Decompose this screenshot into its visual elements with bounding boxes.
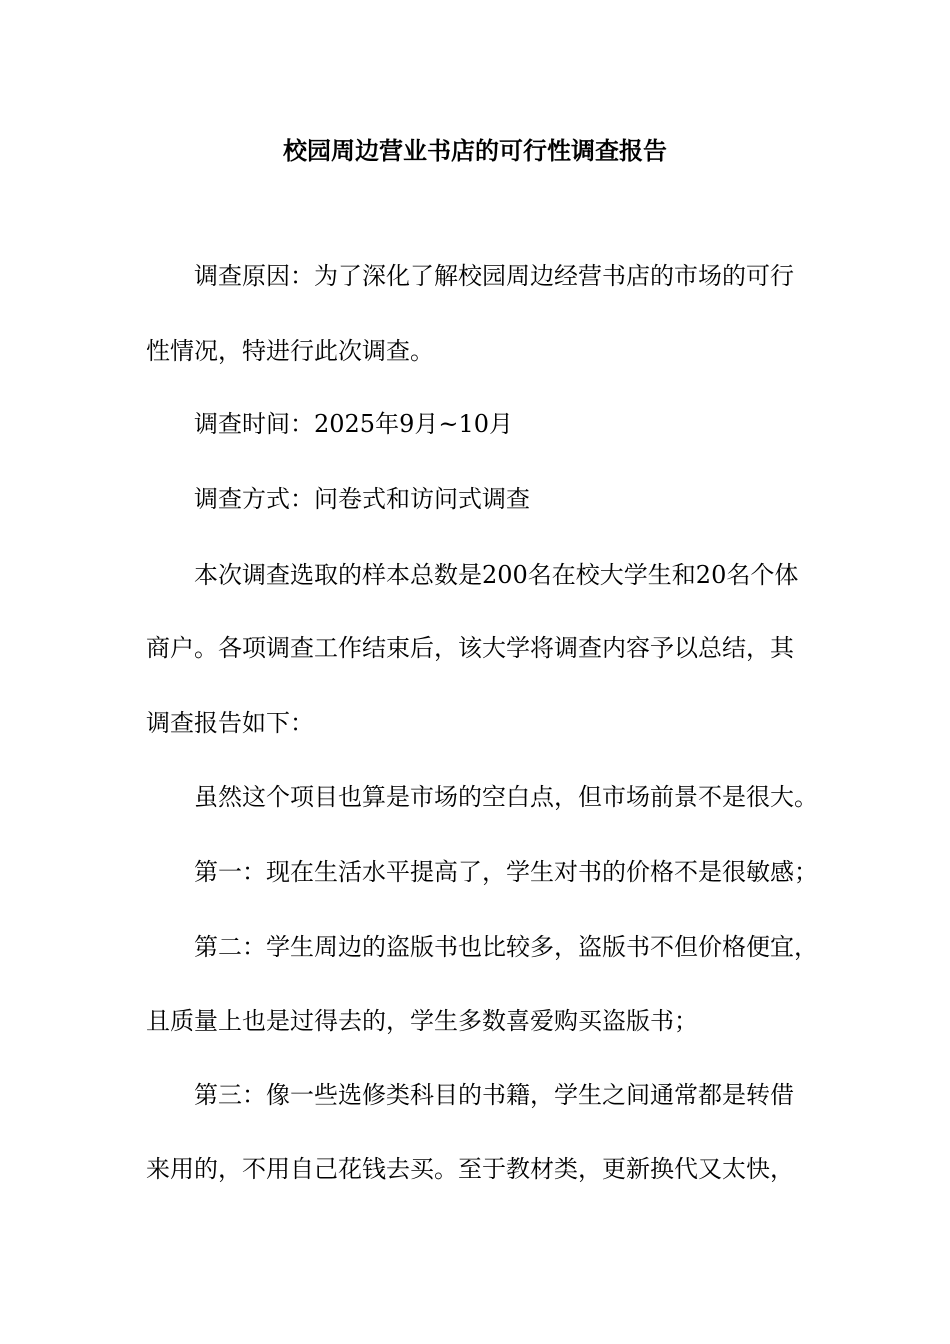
paragraph-line-time: 调查时间：2025年9月~10月 [194, 410, 513, 438]
paragraph-line-sample-1: 本次调查选取的样本总数是200名在校大学生和20名个体 [194, 561, 799, 589]
paragraph-line-third-2: 来用的，不用自己花钱去买。至于教材类，更新换代又太快， [146, 1155, 794, 1183]
paragraph-line-method: 调查方式：问卷式和访问式调查 [194, 485, 530, 513]
paragraph-line-reason-1: 调查原因：为了深化了解校园周边经营书店的市场的可行 [194, 262, 794, 290]
paragraph-line-first: 第一：现在生活水平提高了，学生对书的价格不是很敏感； [194, 858, 818, 886]
paragraph-line-sample-3: 调查报告如下： [146, 709, 314, 737]
paragraph-line-third-1: 第三：像一些选修类科目的书籍，学生之间通常都是转借 [194, 1081, 794, 1109]
paragraph-line-second-2: 且质量上也是过得去的，学生多数喜爱购买盗版书； [146, 1007, 698, 1035]
paragraph-line-sample-2: 商户。各项调查工作结束后，该大学将调查内容予以总结，其 [146, 634, 794, 662]
paragraph-line-reason-2: 性情况，特进行此次调查。 [146, 337, 434, 365]
paragraph-line-second-1: 第二：学生周边的盗版书也比较多，盗版书不但价格便宜， [194, 933, 818, 961]
paragraph-line-summary: 虽然这个项目也算是市场的空白点，但市场前景不是很大。 [194, 783, 818, 811]
document-title: 校园周边营业书店的可行性调查报告 [283, 136, 667, 165]
